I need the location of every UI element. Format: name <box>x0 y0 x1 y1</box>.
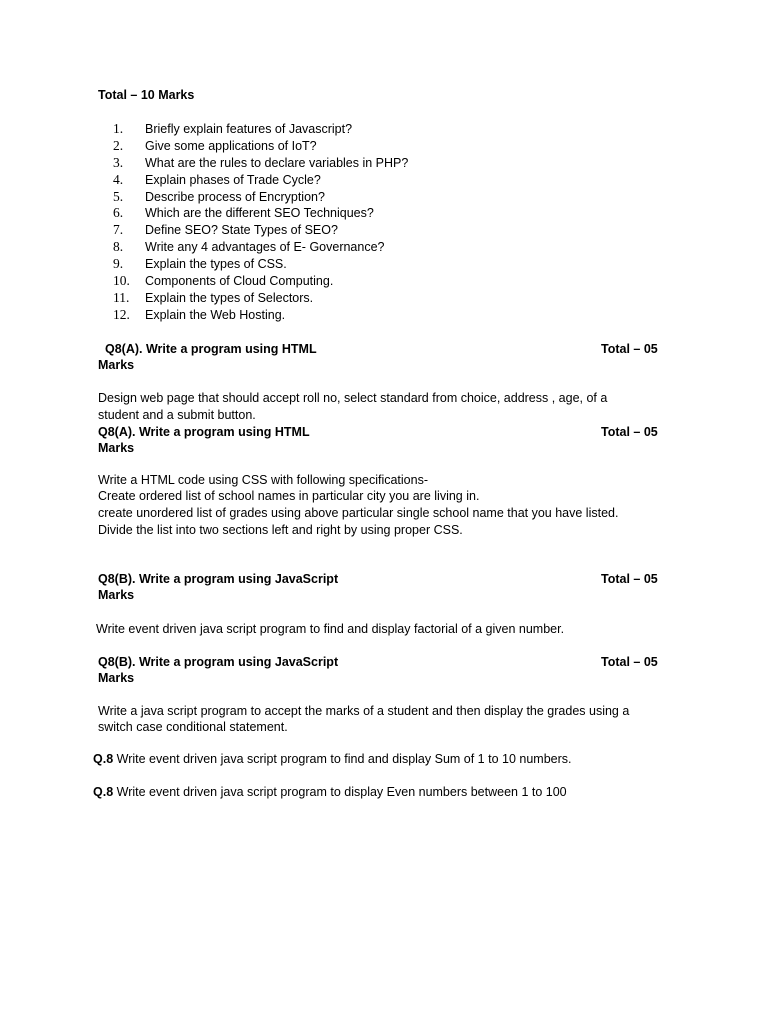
q8b-marks: Marks <box>98 671 135 685</box>
q8a-title: Q8(A). Write a program using HTML <box>105 342 317 356</box>
q8b-description-line: Write a java script program to accept the marks of a student and then display the grades using a <box>98 704 630 718</box>
q8b-description-line: switch case conditional statement. <box>98 720 288 734</box>
q8a-total: Total – 05 <box>601 425 658 439</box>
q8b-title: Q8(B). Write a program using JavaScript <box>98 572 339 586</box>
list-text: What are the rules to declare variables in PHP? <box>145 155 409 170</box>
q8-sum-question <box>93 751 571 768</box>
q8a-marks: Marks <box>98 441 135 455</box>
q8a-title: Q8(A). Write a program using HTML <box>98 425 310 439</box>
q8a-description-line: Create ordered list of school names in particular city you are living in. <box>98 489 480 503</box>
list-number: 1. <box>113 121 124 136</box>
list-text: Describe process of Encryption? <box>145 189 325 204</box>
list-text: Briefly explain features of Javascript? <box>145 122 353 136</box>
list-number: 7. <box>113 222 124 238</box>
q8a-description-line: Write a HTML code using CSS with following specifications- <box>98 473 428 487</box>
list-text: Which are the different SEO Techniques? <box>145 206 374 221</box>
list-text: Explain the Web Hosting. <box>145 307 286 322</box>
q8b-description-line: Write event driven java script program to find and display factorial of a given number. <box>96 622 565 636</box>
list-text: Write any 4 advantages of E- Governance? <box>145 240 385 255</box>
q8-text: Write event driven java script program to display Even numbers between 1 to 100 <box>113 785 567 799</box>
list-number: 4. <box>113 171 124 187</box>
total-marks-heading: Total – 10 Marks <box>98 88 195 102</box>
q8-text: Write event driven java script program to find and display Sum of 1 to 10 numbers. <box>113 752 572 766</box>
list-text: Explain the types of Selectors. <box>145 290 314 305</box>
list-number: 11. <box>113 289 130 305</box>
q8-even-question <box>93 784 567 801</box>
q8b-marks: Marks <box>98 588 135 602</box>
list-number: 6. <box>113 205 124 221</box>
q8a-description-line: student and a submit button. <box>98 408 256 422</box>
list-text: Components of Cloud Computing. <box>145 274 334 289</box>
list-number: 9. <box>113 256 124 272</box>
list-number: 2. <box>113 137 124 153</box>
list-number: 5. <box>113 188 124 204</box>
list-number: 10. <box>113 273 130 289</box>
list-number: 12. <box>113 306 130 322</box>
list-text: Explain phases of Trade Cycle? <box>145 172 321 187</box>
list-number: 8. <box>113 239 124 255</box>
list-text: Give some applications of IoT? <box>145 138 317 153</box>
q8-label: Q.8 <box>93 752 114 766</box>
list-text: Explain the types of CSS. <box>145 257 287 272</box>
list-number: 3. <box>113 154 124 170</box>
q8b-total: Total – 05 <box>601 655 658 669</box>
q8a-description-line: create unordered list of grades using above particular single school name that you have listed. <box>98 506 619 520</box>
q8a-marks: Marks <box>98 358 135 372</box>
q8a-total: Total – 05 <box>601 342 658 356</box>
q8b-title: Q8(B). Write a program using JavaScript <box>98 655 339 669</box>
q8a-description-line: Design web page that should accept roll no, select standard from choice, address , age, of a <box>98 391 608 405</box>
q8a-description-line: Divide the list into two sections left and right by using proper CSS. <box>98 523 463 537</box>
list-text: Define SEO? State Types of SEO? <box>145 223 338 238</box>
q8b-total: Total – 05 <box>601 572 658 586</box>
q8-label: Q.8 <box>93 785 114 799</box>
